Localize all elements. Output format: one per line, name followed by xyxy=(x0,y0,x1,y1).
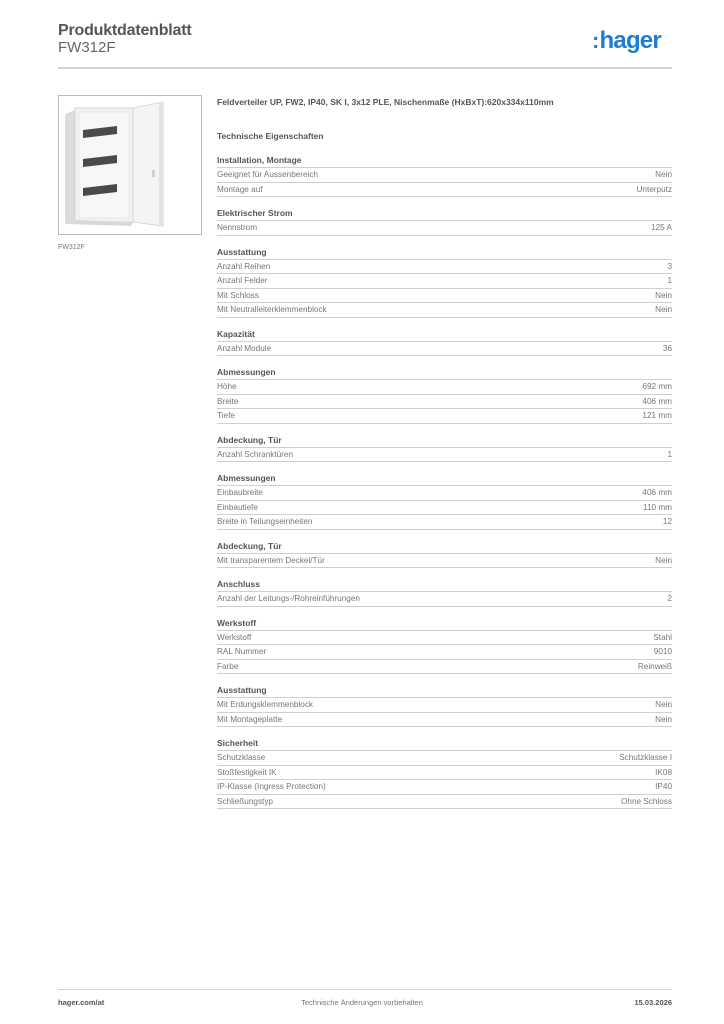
property-value: 1 xyxy=(667,449,672,459)
property-value: IK08 xyxy=(655,767,672,777)
property-label: Farbe xyxy=(217,661,239,671)
property-group xyxy=(217,472,672,530)
group-title: Installation, Montage xyxy=(217,154,672,168)
property-label: Schließungstyp xyxy=(217,796,273,806)
table-row xyxy=(217,660,672,675)
property-value: Unterputz xyxy=(636,184,672,194)
property-label: Anzahl Module xyxy=(217,343,272,353)
property-label: Breite in Teilungseinheiten xyxy=(217,517,313,526)
property-value: 406 mm xyxy=(642,488,672,497)
table-row xyxy=(217,380,672,395)
group-title: Werkstoff xyxy=(217,617,672,631)
property-label: Tiefe xyxy=(217,411,235,420)
table-row xyxy=(217,260,672,275)
property-value: Nein xyxy=(655,305,672,314)
property-label: Mit Neutralleiterklemmenblock xyxy=(217,305,327,314)
property-value: Nein xyxy=(655,290,672,300)
property-value: 2 xyxy=(667,594,672,603)
property-group xyxy=(217,578,672,607)
property-value: 692 mm xyxy=(642,382,672,391)
table-row xyxy=(217,183,672,198)
property-value: 9010 xyxy=(653,647,672,656)
table-row xyxy=(217,554,672,569)
image-caption: FW312F xyxy=(58,244,85,251)
property-label: Anzahl Felder xyxy=(217,276,268,285)
table-row xyxy=(217,274,672,289)
table-row xyxy=(217,486,672,501)
property-group xyxy=(217,246,672,318)
table-row xyxy=(217,795,672,810)
property-label: Geeignet für Aussenbereich xyxy=(217,170,319,179)
group-title: Elektrischer Strom xyxy=(217,207,672,221)
table-row xyxy=(217,342,672,357)
footer-divider xyxy=(58,989,672,990)
property-group xyxy=(217,684,672,727)
property-group xyxy=(217,328,672,357)
table-row xyxy=(217,515,672,530)
property-value: 1 xyxy=(667,276,672,285)
product-code: FW312F xyxy=(58,39,116,56)
properties-table xyxy=(217,154,672,819)
table-row xyxy=(217,645,672,660)
property-label: Mit Erdungsklemmenblock xyxy=(217,700,314,709)
table-row xyxy=(217,395,672,410)
logo-text: hager xyxy=(599,27,661,54)
property-value: 406 mm xyxy=(642,396,672,406)
header-divider xyxy=(58,67,672,69)
section-title: Technische Eigenschaften xyxy=(217,131,324,141)
property-group xyxy=(217,617,672,675)
property-value: 36 xyxy=(662,343,672,353)
property-value: Nein xyxy=(655,170,672,179)
property-group xyxy=(217,366,672,424)
property-label: Montage auf xyxy=(217,184,263,194)
property-label: Anzahl Reihen xyxy=(217,261,271,271)
property-label: RAL Nummer xyxy=(217,647,267,656)
property-label: Höhe xyxy=(217,382,237,391)
property-label: Anzahl Schranktüren xyxy=(217,449,294,459)
property-label: Anzahl der Leitungs-/Rohreinführungen xyxy=(217,594,360,603)
group-title: Ausstattung xyxy=(217,246,672,260)
table-row xyxy=(217,780,672,795)
group-title: Abdeckung, Tür xyxy=(217,540,672,554)
table-row xyxy=(217,698,672,713)
property-group xyxy=(217,540,672,569)
property-group xyxy=(217,434,672,463)
table-row xyxy=(217,713,672,728)
table-row xyxy=(217,303,672,318)
property-value: 12 xyxy=(662,517,672,526)
property-label: Mit Montageplatte xyxy=(217,714,283,724)
property-label: Schutzklasse xyxy=(217,753,266,762)
group-title: Anschluss xyxy=(217,578,672,592)
product-image xyxy=(58,95,202,235)
property-group xyxy=(217,737,672,809)
property-label: Mit transparentem Deckel/Tür xyxy=(217,555,325,565)
property-value: 110 mm xyxy=(643,502,672,512)
table-row xyxy=(217,409,672,424)
property-value: Schutzklasse I xyxy=(619,753,672,762)
property-group xyxy=(217,154,672,197)
property-label: Nennstrom xyxy=(217,223,258,232)
group-title: Ausstattung xyxy=(217,684,672,698)
table-row xyxy=(217,289,672,304)
hager-logo xyxy=(592,29,661,53)
property-value: Stahl xyxy=(653,632,672,642)
property-value: Nein xyxy=(655,714,672,724)
product-description: Feldverteiler UP, FW2, IP40, SK I, 3x12 PLE, Nischenmaße (HxBxT):620x334x110mm xyxy=(217,97,554,107)
group-title: Kapazität xyxy=(217,328,672,342)
property-label: Einbautiefe xyxy=(217,502,258,512)
property-label: Stoßfestigkeit IK xyxy=(217,767,277,777)
footer-date: 15.03.2026 xyxy=(634,998,672,1007)
property-label: IP-Klasse (Ingress Protection) xyxy=(217,782,326,791)
page-title: Produktdatenblatt xyxy=(58,22,192,39)
property-label: Einbaubreite xyxy=(217,488,263,497)
table-row xyxy=(217,631,672,646)
property-label: Werkstoff xyxy=(217,632,252,642)
logo-colon: : xyxy=(592,28,599,53)
footer-website[interactable]: hager.com/at xyxy=(58,998,105,1007)
property-value: 121 mm xyxy=(642,411,672,420)
distribution-board-image xyxy=(59,96,201,234)
table-row xyxy=(217,766,672,781)
property-value: Ohne Schloss xyxy=(621,796,672,806)
property-label: Breite xyxy=(217,396,239,406)
table-row xyxy=(217,448,672,463)
property-value: IP40 xyxy=(655,782,672,791)
property-group xyxy=(217,207,672,236)
table-row xyxy=(217,751,672,766)
property-value: Nein xyxy=(655,555,672,565)
property-value: Reinweiß xyxy=(637,661,672,671)
property-value: 125 A xyxy=(651,223,672,232)
group-title: Abmessungen xyxy=(217,366,672,380)
table-row xyxy=(217,592,672,607)
group-title: Sicherheit xyxy=(217,737,672,751)
property-label: Mit Schloss xyxy=(217,290,259,300)
group-title: Abmessungen xyxy=(217,472,672,486)
property-value: Nein xyxy=(655,700,672,709)
group-title: Abdeckung, Tür xyxy=(217,434,672,448)
table-row xyxy=(217,501,672,516)
table-row xyxy=(217,221,672,236)
property-value: 3 xyxy=(667,261,672,271)
table-row xyxy=(217,168,672,183)
footer-notice: Technische Änderungen vorbehalten xyxy=(301,998,423,1007)
